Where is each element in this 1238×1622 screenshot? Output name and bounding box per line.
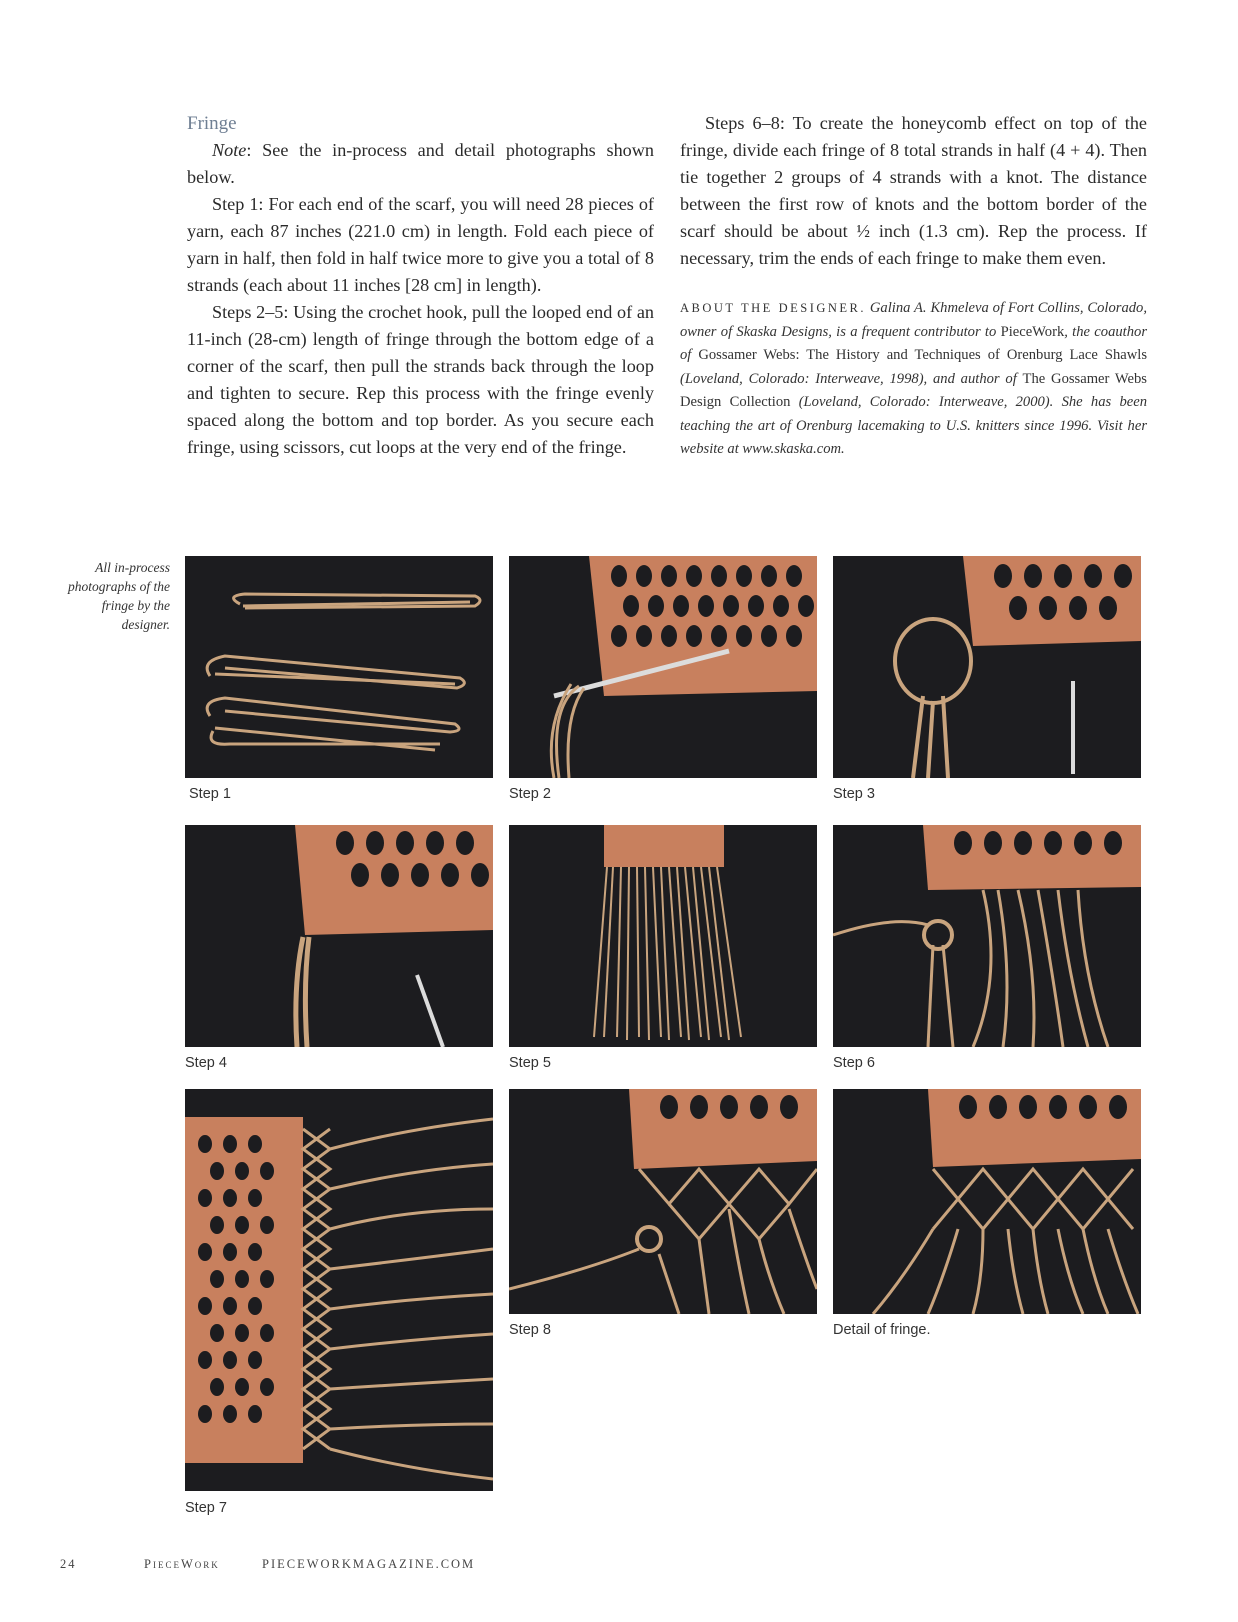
steps6-8-paragraph: Steps 6–8: To create the honeycomb effect on top of the fringe, divide each fringe of 8 total strands in half (4 + 4). Then tie together 2 groups of 4 strands with a knot. The distance between the first row of knots and the bottom border of the scarf should be about ½ inch (1.3 cm). Rep the process. If necessary, trim the ends of each fringe to make them even. — [680, 113, 1147, 268]
designer-text-4: (Loveland, Colorado: Interweave, 2000). She has been teaching the art of Orenburg lacemaking to U.S. knitters since 1996. Visit her website at www.skaska.com. — [680, 394, 1147, 457]
designer-text-2: , the coauthor of — [680, 323, 1147, 363]
photo-step-5 — [509, 825, 817, 1047]
photo-step-8 — [509, 1089, 817, 1314]
designer-lead: ABOUT THE DESIGNER. — [680, 301, 867, 315]
caption-step-1: Step 1 — [189, 786, 231, 802]
photo-step-1 — [185, 556, 493, 778]
caption-step-3: Step 3 — [833, 786, 875, 802]
photo-detail-fringe — [833, 1089, 1141, 1314]
steps2-5-paragraph: Steps 2–5: Using the crochet hook, pull the looped end of an 11-inch (28-cm) length of fringe through the bottom edge of a corner of the scarf, then pull the strands back through the loop and tighten to secure. Rep this process with the fringe evenly spaced along the bottom and top border. As you secure each fringe, using scissors, cut loops at the very end of the fringe. — [187, 302, 654, 457]
designer-text-1: Galina A. Khmeleva of Fort Collins, Colorado, owner of Skaska Designs, is a frequent contributor to — [680, 300, 1147, 340]
page-number: 24 — [60, 1557, 77, 1571]
photo-step-3 — [833, 556, 1141, 778]
section-heading: Fringe — [187, 113, 237, 134]
photo-credit: All in-process photographs of the fringe by the designer. — [67, 560, 170, 632]
footer-website: PIECEWORKMAGAZINE.COM — [262, 1557, 476, 1571]
caption-detail-fringe: Detail of fringe. — [833, 1322, 931, 1338]
caption-step-5: Step 5 — [509, 1055, 551, 1071]
caption-step-8: Step 8 — [509, 1322, 551, 1338]
designer-book-2: The Gossamer Webs Design Collection — [680, 370, 1147, 410]
note-label: Note — [212, 140, 247, 160]
caption-step-6: Step 6 — [833, 1055, 875, 1071]
left-column — [187, 110, 654, 461]
note-paragraph — [187, 137, 654, 191]
caption-step-2: Step 2 — [509, 786, 551, 802]
photo-step-2 — [509, 556, 817, 778]
designer-pub: PieceWork — [1000, 323, 1065, 340]
step1-paragraph: Step 1: For each end of the scarf, you will need 28 pieces of yarn, each 87 inches (221.0 cm) in length. Fold each piece of yarn in half, then fold in half twice more to give you a total of 8 strands (each about 11 inches [28 cm] in length). — [187, 194, 654, 295]
photo-step-4 — [185, 825, 493, 1047]
designer-bio — [680, 297, 1147, 462]
caption-step-4: Step 4 — [185, 1055, 227, 1071]
designer-text-3: (Loveland, Colorado: Interweave, 1998), and author of — [680, 370, 1023, 387]
footer-magazine: PieceWork — [144, 1557, 220, 1571]
right-column — [680, 110, 1147, 462]
photo-step-7 — [185, 1089, 493, 1491]
designer-book-1: Gossamer Webs: The History and Techniques of Orenburg Lace Shawls — [698, 347, 1148, 363]
photo-step-6 — [833, 825, 1141, 1047]
caption-step-7: Step 7 — [185, 1500, 227, 1516]
note-text: : See the in-process and detail photographs shown below. — [187, 140, 654, 187]
